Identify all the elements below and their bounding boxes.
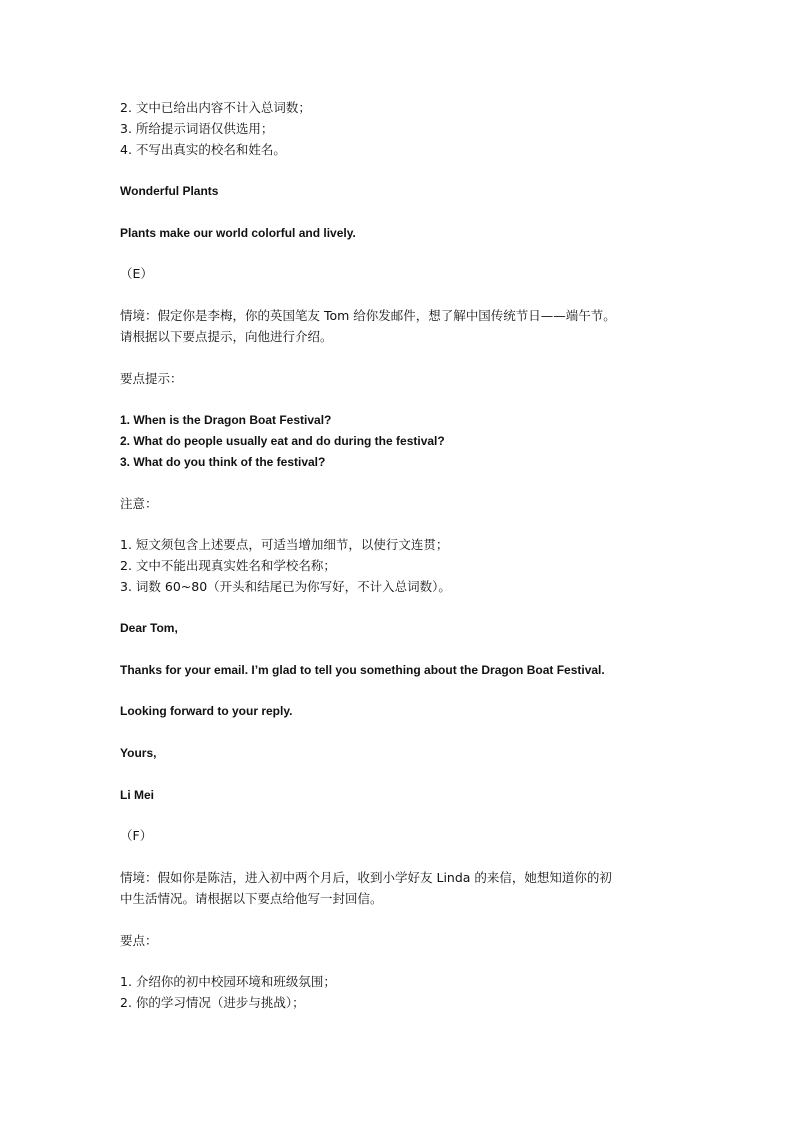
letter-signature: Li Mei bbox=[120, 788, 155, 802]
section-e-points-heading: 要点提示： bbox=[120, 371, 183, 386]
note-line-2: 2. 文中已给出内容不计入总词数； bbox=[120, 100, 311, 115]
letter-greeting: Dear Tom, bbox=[120, 621, 178, 635]
section-e-label: （E） bbox=[120, 266, 153, 281]
section-e-scenario-line-1: 情境：假定你是李梅，你的英国笔友 Tom 给你发邮件，想了解中国传统节日——端午节。 bbox=[120, 308, 616, 323]
note-line-4: 4. 不写出真实的校名和姓名。 bbox=[120, 142, 286, 157]
section-e-point-3: 3. What do you think of the festival? bbox=[120, 455, 326, 469]
letter-closing: Looking forward to your reply. bbox=[120, 704, 293, 718]
section-e-scenario-line-2: 请根据以下要点提示，向他进行介绍。 bbox=[120, 329, 333, 344]
section-e-point-2: 2. What do people usually eat and do during the festival? bbox=[120, 434, 445, 448]
section-e-note-1: 1. 短文须包含上述要点，可适当增加细节，以使行文连贯； bbox=[120, 537, 449, 552]
opening-sentence: Plants make our world colorful and lively. bbox=[120, 226, 356, 240]
letter-opening: Thanks for your email. I’m glad to tell you something about the Dragon Boat Festival. bbox=[120, 663, 605, 677]
section-e-note-3: 3. 词数 60~80（开头和结尾已为你写好，不计入总词数）。 bbox=[120, 579, 451, 594]
section-f-label: （F） bbox=[120, 828, 153, 843]
note-line-3: 3. 所给提示词语仅供选用； bbox=[120, 121, 274, 136]
section-e-point-1: 1. When is the Dragon Boat Festival? bbox=[120, 413, 332, 427]
essay-title: Wonderful Plants bbox=[120, 184, 219, 198]
section-f-scenario-line-2: 中生活情况。请根据以下要点给他写一封回信。 bbox=[120, 891, 383, 906]
section-f-point-2: 2. 你的学习情况（进步与挑战）； bbox=[120, 995, 305, 1010]
section-f-points-heading: 要点： bbox=[120, 933, 158, 948]
section-f-point-1: 1. 介绍你的初中校园环境和班级氛围； bbox=[120, 974, 336, 989]
section-e-notes-heading: 注意： bbox=[120, 496, 158, 511]
section-e-note-2: 2. 文中不能出现真实姓名和学校名称； bbox=[120, 558, 336, 573]
section-f-scenario-line-1: 情境：假如你是陈洁，进入初中两个月后，收到小学好友 Linda 的来信，她想知道你的初 bbox=[120, 870, 612, 885]
letter-signoff: Yours, bbox=[120, 746, 157, 760]
